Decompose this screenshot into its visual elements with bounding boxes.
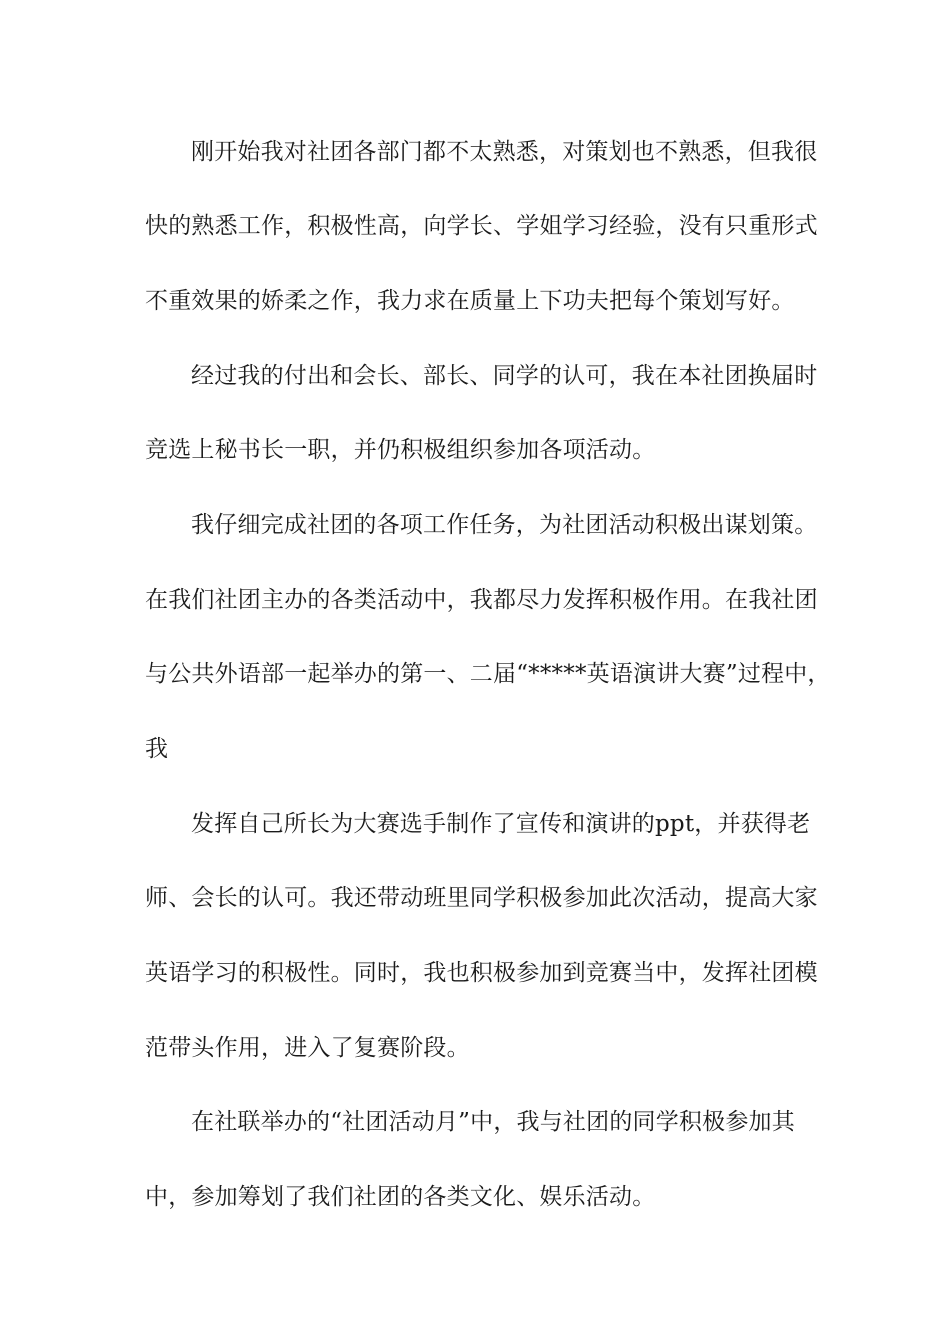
text-line: 师、会长的认可。我还带动班里同学积极参加此次活动，提高大家 xyxy=(145,885,818,911)
text-line: 范带头作用，进入了复赛阶段。 xyxy=(145,1035,470,1061)
text-line: 快的熟悉工作，积极性高，向学长、学姐学习经验，没有只重形式 xyxy=(145,213,818,239)
text-line: 中，参加筹划了我们社团的各类文化、娱乐活动。 xyxy=(145,1184,656,1210)
text-line: 英语学习的积极性。同时，我也积极参加到竞赛当中，发挥社团模 xyxy=(145,960,818,986)
text-line: 竞选上秘书长一职，并仍积极组织参加各项活动。 xyxy=(145,437,656,463)
text-line: 经过我的付出和会长、部长、同学的认可，我在本社团换届时 xyxy=(191,363,818,389)
text-line: 不重效果的娇柔之作，我力求在质量上下功夫把每个策划写好。 xyxy=(145,288,795,314)
text-line: 发挥自己所长为大赛选手制作了宣传和演讲的ppt，并获得老 xyxy=(191,811,811,837)
text-line: 我 xyxy=(145,736,169,762)
text-line: 刚开始我对社团各部门都不太熟悉，对策划也不熟悉，但我很 xyxy=(191,139,818,165)
text-line: 在社联举办的“社团活动月”中，我与社团的同学积极参加其 xyxy=(191,1109,795,1135)
text-line: 在我们社团主办的各类活动中，我都尽力发挥积极作用。在我社团 xyxy=(145,587,818,613)
text-line: 与公共外语部一起举办的第一、二届“*****英语演讲大赛”过程中， xyxy=(145,661,831,687)
text-line: 我仔细完成社团的各项工作任务，为社团活动积极出谋划策。 xyxy=(191,512,818,538)
